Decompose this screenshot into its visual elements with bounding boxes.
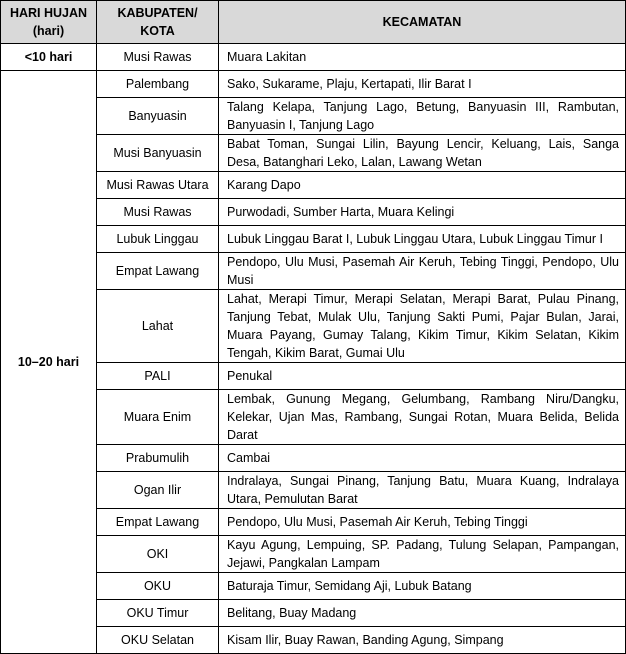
kecamatan-cell: Pendopo, Ulu Musi, Pasemah Air Keruh, Tebing Tinggi, Pendopo, Ulu Musi <box>219 253 626 290</box>
kecamatan-cell: Karang Dapo <box>219 172 626 199</box>
kecamatan-cell: Penukal <box>219 363 626 390</box>
table-body <box>1 44 626 654</box>
kecamatan-cell: Lahat, Merapi Timur, Merapi Selatan, Merapi Barat, Pulau Pinang, Tanjung Tebat, Mulak Ulu, Tanjung Sakti Pumi, Pajar Bulan, Jarai, Muara Payang, Gumay Talang, Kikim Timur, Kikim Selatan, Kikim Tengah, Kikim Barat, Gumai Ulu <box>219 290 626 363</box>
hari-hujan-cell: <10 hari <box>1 44 97 71</box>
kecamatan-cell: Babat Toman, Sungai Lilin, Bayung Lencir, Keluang, Lais, Sanga Desa, Batanghari Leko, Lalan, Lawang Wetan <box>219 135 626 172</box>
kabupaten-cell: Ogan Ilir <box>97 472 219 509</box>
header-kabupaten-kota: KABUPATEN/ KOTA <box>97 1 219 44</box>
kecamatan-cell: Indralaya, Sungai Pinang, Tanjung Batu, Muara Kuang, Indralaya Utara, Pemulutan Barat <box>219 472 626 509</box>
kabupaten-cell: Musi Rawas <box>97 199 219 226</box>
kabupaten-cell: PALI <box>97 363 219 390</box>
kabupaten-cell: Empat Lawang <box>97 253 219 290</box>
hari-hujan-cell: 10–20 hari <box>1 71 97 654</box>
kabupaten-cell: Lubuk Linggau <box>97 226 219 253</box>
kabupaten-cell: Musi Rawas Utara <box>97 172 219 199</box>
kabupaten-cell: Musi Rawas <box>97 44 219 71</box>
kabupaten-cell: OKI <box>97 536 219 573</box>
kecamatan-cell: Belitang, Buay Madang <box>219 600 626 627</box>
header-hari-hujan: HARI HUJAN (hari) <box>1 1 97 44</box>
kabupaten-cell: Lahat <box>97 290 219 363</box>
kabupaten-cell: Banyuasin <box>97 98 219 135</box>
kabupaten-cell: Musi Banyuasin <box>97 135 219 172</box>
kecamatan-cell: Cambai <box>219 445 626 472</box>
kabupaten-cell: Empat Lawang <box>97 509 219 536</box>
kecamatan-cell: Muara Lakitan <box>219 44 626 71</box>
kabupaten-cell: Palembang <box>97 71 219 98</box>
header-row <box>1 1 626 44</box>
table-row <box>1 44 626 71</box>
kecamatan-cell: Pendopo, Ulu Musi, Pasemah Air Keruh, Tebing Tinggi <box>219 509 626 536</box>
kabupaten-cell: OKU Selatan <box>97 627 219 654</box>
table-row <box>1 71 626 98</box>
header-kecamatan: KECAMATAN <box>219 1 626 44</box>
kabupaten-cell: OKU Timur <box>97 600 219 627</box>
kecamatan-cell: Talang Kelapa, Tanjung Lago, Betung, Banyuasin III, Rambutan, Banyuasin I, Tanjung Lago <box>219 98 626 135</box>
kecamatan-cell: Baturaja Timur, Semidang Aji, Lubuk Batang <box>219 573 626 600</box>
kecamatan-cell: Sako, Sukarame, Plaju, Kertapati, Ilir Barat I <box>219 71 626 98</box>
kecamatan-cell: Lubuk Linggau Barat I, Lubuk Linggau Utara, Lubuk Linggau Timur I <box>219 226 626 253</box>
kecamatan-cell: Kisam Ilir, Buay Rawan, Banding Agung, Simpang <box>219 627 626 654</box>
kecamatan-cell: Lembak, Gunung Megang, Gelumbang, Rambang Niru/Dangku, Kelekar, Ujan Mas, Rambang, Sungai Rotan, Muara Belida, Belida Darat <box>219 390 626 445</box>
kabupaten-cell: OKU <box>97 573 219 600</box>
kabupaten-cell: Prabumulih <box>97 445 219 472</box>
kecamatan-cell: Kayu Agung, Lempuing, SP. Padang, Tulung Selapan, Pampangan, Jejawi, Pangkalan Lampam <box>219 536 626 573</box>
kabupaten-cell: Muara Enim <box>97 390 219 445</box>
kecamatan-cell: Purwodadi, Sumber Harta, Muara Kelingi <box>219 199 626 226</box>
